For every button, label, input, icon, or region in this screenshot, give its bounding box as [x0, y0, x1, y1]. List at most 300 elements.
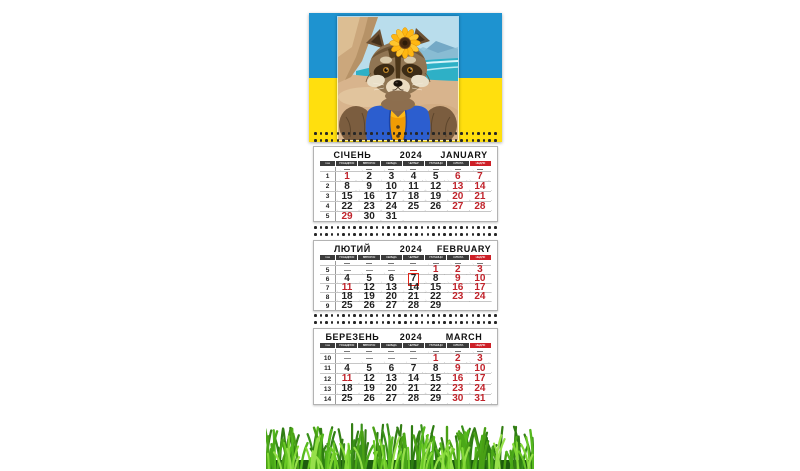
binding-hole	[432, 233, 435, 236]
spiral-binding-middle	[314, 226, 497, 237]
weekday-cell-1: ПОНЕДІЛОК	[336, 255, 357, 260]
date-cell	[358, 192, 380, 201]
grass-illustration	[266, 407, 534, 469]
binding-hole	[421, 321, 424, 324]
date-cell	[336, 385, 358, 394]
date-number: ˙· 10 ··	[386, 182, 397, 192]
date-cell	[358, 212, 380, 221]
subheader-dash	[344, 263, 350, 264]
date-number: ˙· 23 ··	[452, 384, 463, 394]
date-number: ˙· 2 ··	[455, 265, 461, 275]
date-cell	[336, 212, 358, 221]
binding-hole	[483, 132, 486, 135]
date-number: ˙· 22 ··	[430, 384, 441, 394]
binding-hole	[393, 132, 396, 135]
binding-hole	[353, 321, 356, 324]
binding-hole	[432, 321, 435, 324]
binding-hole	[421, 139, 424, 142]
date-cell	[447, 182, 469, 191]
binding-hole	[477, 321, 480, 324]
binding-hole	[443, 139, 446, 142]
date-number: ˙· 9 ··	[366, 182, 372, 192]
binding-hole	[331, 139, 334, 142]
week-row	[320, 171, 491, 181]
date-number: ˙· 14 ··	[408, 374, 419, 384]
date-number: ˙· 22 ··	[430, 292, 441, 302]
binding-hole	[438, 226, 441, 229]
weekday-cell-7: НЕДІЛЯ	[470, 161, 491, 166]
date-number: ˙· 10 ··	[474, 364, 485, 374]
binding-hole	[488, 226, 491, 229]
date-number: ˙· 28 ··	[474, 202, 485, 212]
date-cell	[358, 182, 380, 191]
binding-hole	[398, 132, 401, 135]
date-number: ˙· 20 ··	[386, 384, 397, 394]
date-number: ˙· 12 ··	[430, 182, 441, 192]
binding-hole	[370, 132, 373, 135]
binding-hole	[382, 321, 385, 324]
binding-hole	[382, 233, 385, 236]
binding-hole	[488, 314, 491, 317]
binding-hole	[337, 314, 340, 317]
date-number: ˙· 3 ··	[477, 354, 483, 364]
date-number: ˙· 19 ··	[364, 292, 375, 302]
date-number: ˙· 31 ··	[386, 212, 397, 222]
weekday-cell-2: ВІВТОРОК	[358, 255, 379, 260]
binding-hole	[488, 233, 491, 236]
binding-hole	[331, 321, 334, 324]
binding-hole	[404, 233, 407, 236]
date-cell	[425, 202, 447, 211]
binding-hole	[427, 226, 430, 229]
binding-hole	[342, 139, 345, 142]
binding-hole	[443, 321, 446, 324]
binding-hole	[365, 226, 368, 229]
month-title-ua: ЛЮТИЙ	[334, 243, 371, 254]
date-cell	[447, 364, 469, 373]
binding-hole	[376, 132, 379, 135]
week-number-cell: 12	[320, 374, 336, 383]
month-title-en: JANUARY	[440, 149, 488, 160]
date-number: ˙· 9 ··	[455, 364, 461, 374]
binding-hole	[494, 226, 497, 229]
binding-hole	[415, 321, 418, 324]
week-number-cell: 11	[320, 364, 336, 373]
binding-hole	[331, 226, 334, 229]
binding-hole	[477, 132, 480, 135]
binding-hole	[393, 139, 396, 142]
binding-hole	[320, 314, 323, 317]
date-cell	[469, 172, 491, 181]
binding-hole	[415, 314, 418, 317]
binding-hole	[353, 314, 356, 317]
date-number: ˙· 8 ··	[344, 182, 350, 192]
date-number: ˙· 25 ··	[342, 301, 353, 311]
binding-hole	[477, 314, 480, 317]
binding-hole	[432, 139, 435, 142]
binding-hole	[353, 226, 356, 229]
binding-hole	[314, 226, 317, 229]
month-title-ua: БЕРЕЗЕНЬ	[325, 331, 380, 342]
subheader-dash	[366, 351, 372, 352]
binding-hole	[353, 233, 356, 236]
month-header	[314, 241, 497, 255]
binding-hole	[404, 321, 407, 324]
empty-day-dash	[366, 270, 373, 271]
binding-hole	[393, 314, 396, 317]
date-cell	[447, 374, 469, 383]
february-grid	[320, 255, 491, 310]
date-number: ˙· 20 ··	[452, 192, 463, 202]
date-cell	[402, 374, 424, 383]
date-number: ˙· 19 ··	[364, 384, 375, 394]
weekday-cell-3: СЕРЕДА	[381, 343, 402, 348]
binding-hole	[387, 139, 390, 142]
binding-hole	[460, 132, 463, 135]
binding-hole	[466, 139, 469, 142]
binding-hole	[438, 132, 441, 135]
date-number: ˙· 15 ··	[430, 374, 441, 384]
binding-hole	[494, 233, 497, 236]
date-number: ˙· 22 ··	[342, 202, 353, 212]
binding-hole	[314, 321, 317, 324]
binding-hole	[314, 314, 317, 317]
weekday-header-row	[320, 161, 491, 166]
date-number: ˙· 1 ··	[433, 265, 439, 275]
binding-hole	[443, 132, 446, 135]
week-row	[320, 211, 491, 221]
date-number: ˙· 21 ··	[408, 384, 419, 394]
date-cell	[336, 364, 358, 373]
binding-hole	[353, 132, 356, 135]
date-number: ˙· 13 ··	[452, 182, 463, 192]
date-cell	[447, 385, 469, 394]
binding-hole	[449, 321, 452, 324]
empty-day-dash	[388, 270, 395, 271]
date-cell	[469, 302, 491, 310]
date-number: ˙· 15 ··	[430, 283, 441, 293]
subheader-dash	[366, 263, 372, 264]
weekday-cell-3: СЕРЕДА	[381, 161, 402, 166]
weekday-cell-5: П'ЯТНИЦЯ	[425, 255, 446, 260]
binding-hole	[410, 321, 413, 324]
date-number: ˙· 16 ··	[452, 283, 463, 293]
date-number: ˙· 27 ··	[386, 394, 397, 404]
date-cell	[336, 395, 358, 404]
date-number: ˙· 28 ··	[408, 394, 419, 404]
date-cell	[469, 192, 491, 201]
binding-hole	[477, 139, 480, 142]
grass-decoration	[266, 407, 534, 469]
subheader-dash	[410, 169, 416, 170]
binding-hole	[466, 226, 469, 229]
date-cell	[336, 192, 358, 201]
week-row	[320, 201, 491, 211]
binding-hole	[410, 226, 413, 229]
month-title-en: FEBRUARY	[436, 243, 492, 254]
binding-hole	[455, 132, 458, 135]
date-cell	[402, 192, 424, 201]
binding-hole	[404, 139, 407, 142]
date-number: ˙· 13 ··	[386, 374, 397, 384]
date-cell	[425, 374, 447, 383]
binding-hole	[449, 139, 452, 142]
date-cell	[402, 182, 424, 191]
date-cell	[380, 395, 402, 404]
subheader-dash	[455, 169, 461, 170]
date-cell	[358, 385, 380, 394]
date-cell	[336, 374, 358, 383]
binding-hole	[387, 226, 390, 229]
date-cell	[447, 202, 469, 211]
binding-hole	[432, 226, 435, 229]
week-number-cell: 13	[320, 385, 336, 394]
binding-hole	[348, 321, 351, 324]
binding-hole	[488, 132, 491, 135]
date-cell	[336, 182, 358, 191]
date-cell	[447, 293, 469, 301]
date-cell	[447, 302, 469, 310]
date-number: ˙· 1 ··	[433, 354, 439, 364]
binding-hole	[376, 314, 379, 317]
binding-hole	[404, 132, 407, 135]
binding-hole	[359, 139, 362, 142]
subheader-dash	[477, 351, 483, 352]
binding-hole	[337, 139, 340, 142]
date-number: ˙· 10 ··	[474, 274, 485, 284]
date-number: ˙· 6 ··	[389, 274, 395, 284]
binding-hole	[398, 314, 401, 317]
binding-hole	[483, 321, 486, 324]
date-number: ˙· 4 ··	[411, 172, 417, 182]
date-cell	[358, 374, 380, 383]
week-number-cell: 5	[320, 212, 336, 221]
weekday-cell-3: СЕРЕДА	[381, 255, 402, 260]
binding-hole	[337, 226, 340, 229]
binding-hole	[382, 314, 385, 317]
date-number: ˙· 24 ··	[474, 384, 485, 394]
binding-hole	[477, 233, 480, 236]
date-number: ˙· 16 ··	[364, 192, 375, 202]
week-number-cell: 9	[320, 302, 336, 310]
week-column-header: тиж	[320, 343, 335, 348]
binding-hole	[331, 314, 334, 317]
date-cell	[402, 172, 424, 181]
date-number: ˙· 24 ··	[474, 292, 485, 302]
binding-hole	[342, 314, 345, 317]
date-number: ˙· 23 ··	[452, 292, 463, 302]
date-cell	[469, 395, 491, 404]
march-grid	[320, 343, 491, 404]
binding-hole	[494, 132, 497, 135]
month-panel-january	[313, 146, 498, 222]
binding-hole	[421, 314, 424, 317]
binding-hole	[427, 139, 430, 142]
date-cell	[380, 374, 402, 383]
date-number: ˙· 26 ··	[430, 202, 441, 212]
binding-hole	[488, 139, 491, 142]
binding-hole	[438, 139, 441, 142]
binding-hole	[449, 132, 452, 135]
date-number: ˙· 13 ··	[386, 283, 397, 293]
empty-day-dash	[388, 358, 395, 359]
subheader-dash	[433, 351, 439, 352]
binding-hole	[438, 233, 441, 236]
binding-hole	[427, 233, 430, 236]
date-cell	[402, 202, 424, 211]
binding-holes-row	[314, 226, 497, 229]
binding-hole	[449, 314, 452, 317]
weekday-header-row	[320, 343, 491, 348]
week-row	[320, 394, 491, 404]
date-cell	[425, 212, 447, 221]
binding-hole	[427, 321, 430, 324]
date-number: ˙· 25 ··	[342, 394, 353, 404]
weekday-cell-7: НЕДІЛЯ	[470, 343, 491, 348]
month-title-en: MARCH	[445, 331, 483, 342]
binding-hole	[348, 132, 351, 135]
date-cell	[447, 192, 469, 201]
week-number-cell: 4	[320, 202, 336, 211]
date-cell	[336, 202, 358, 211]
binding-hole	[365, 314, 368, 317]
binding-hole	[325, 233, 328, 236]
binding-hole	[387, 321, 390, 324]
binding-hole	[337, 132, 340, 135]
date-number: ˙· 28 ··	[408, 301, 419, 311]
month-header	[314, 147, 497, 161]
week-row	[320, 301, 491, 310]
month-header	[314, 329, 497, 343]
binding-hole	[460, 233, 463, 236]
binding-hole	[472, 139, 475, 142]
date-cell	[469, 212, 491, 221]
binding-hole	[398, 233, 401, 236]
spiral-binding-bottom	[314, 314, 497, 325]
date-number: ˙· 7 ··	[411, 364, 417, 374]
binding-hole	[472, 321, 475, 324]
date-cell	[425, 192, 447, 201]
date-cell	[380, 364, 402, 373]
date-number: ˙· 14 ··	[474, 182, 485, 192]
binding-hole	[314, 233, 317, 236]
binding-hole	[404, 314, 407, 317]
binding-hole	[370, 226, 373, 229]
binding-hole	[494, 314, 497, 317]
date-number: ˙· 8 ··	[433, 274, 439, 284]
binding-hole	[382, 132, 385, 135]
date-number: ˙· 1 ··	[344, 172, 350, 182]
subheader-dash	[455, 351, 461, 352]
january-grid	[320, 161, 491, 221]
binding-hole	[415, 139, 418, 142]
binding-hole	[320, 321, 323, 324]
date-cell	[447, 395, 469, 404]
binding-hole	[410, 132, 413, 135]
binding-hole	[359, 233, 362, 236]
binding-hole	[393, 226, 396, 229]
binding-hole	[483, 139, 486, 142]
date-number: ˙· 29 ··	[430, 394, 441, 404]
date-number: ˙· 31 ··	[474, 394, 485, 404]
binding-hole	[455, 226, 458, 229]
date-cell	[380, 172, 402, 181]
date-number: ˙· 12 ··	[364, 283, 375, 293]
week-number-cell: 3	[320, 192, 336, 201]
subheader-dash	[433, 169, 439, 170]
binding-hole	[494, 139, 497, 142]
week-number-cell: 6	[320, 275, 336, 283]
binding-hole	[432, 132, 435, 135]
date-cell	[469, 374, 491, 383]
date-number: ˙· 24 ··	[386, 202, 397, 212]
date-cell	[402, 395, 424, 404]
date-number: ˙· 4 ··	[344, 364, 350, 374]
date-cell	[336, 302, 358, 310]
date-cell	[358, 302, 380, 310]
date-cell	[425, 385, 447, 394]
date-number: ˙· 15 ··	[342, 192, 353, 202]
binding-hole	[376, 321, 379, 324]
subheader-dash	[388, 263, 394, 264]
binding-hole	[331, 132, 334, 135]
date-number: ˙· 30 ··	[364, 212, 375, 222]
binding-hole	[427, 314, 430, 317]
week-number-cell: 10	[320, 354, 336, 363]
binding-hole	[382, 226, 385, 229]
binding-hole	[398, 226, 401, 229]
date-cell	[447, 212, 469, 221]
binding-hole	[325, 321, 328, 324]
date-number: ˙· 18 ··	[342, 384, 353, 394]
date-number: ˙· 5 ··	[366, 274, 372, 284]
date-number: ˙· 11 ··	[342, 283, 353, 293]
empty-day-dash	[410, 358, 417, 359]
binding-hole	[449, 233, 452, 236]
binding-hole	[410, 139, 413, 142]
binding-hole	[320, 233, 323, 236]
binding-hole	[325, 226, 328, 229]
binding-hole	[382, 139, 385, 142]
binding-hole	[415, 132, 418, 135]
date-cell	[425, 172, 447, 181]
binding-hole	[365, 321, 368, 324]
date-number-today-box: ˙· 7 ··	[408, 273, 420, 286]
binding-hole	[455, 233, 458, 236]
month-title-ua: СІЧЕНЬ	[333, 149, 372, 160]
binding-hole	[325, 139, 328, 142]
binding-hole	[438, 314, 441, 317]
date-number: ˙· 14 ··	[408, 283, 419, 293]
date-cell	[380, 385, 402, 394]
weekday-cell-6: СУБОТА	[447, 255, 468, 260]
binding-hole	[410, 314, 413, 317]
binding-hole	[483, 314, 486, 317]
date-cell	[402, 385, 424, 394]
cover-poster	[309, 13, 502, 142]
binding-hole	[342, 233, 345, 236]
subheader-dash	[388, 169, 394, 170]
date-number: ˙· 17 ··	[386, 192, 397, 202]
date-number: ˙· 26 ··	[364, 301, 375, 311]
date-number: ˙· 3 ··	[389, 172, 395, 182]
date-cell	[469, 354, 491, 363]
subheader-dash	[410, 351, 416, 352]
subheader-dash	[410, 263, 416, 264]
weekday-header-row	[320, 255, 491, 260]
binding-hole	[460, 226, 463, 229]
binding-hole	[398, 139, 401, 142]
